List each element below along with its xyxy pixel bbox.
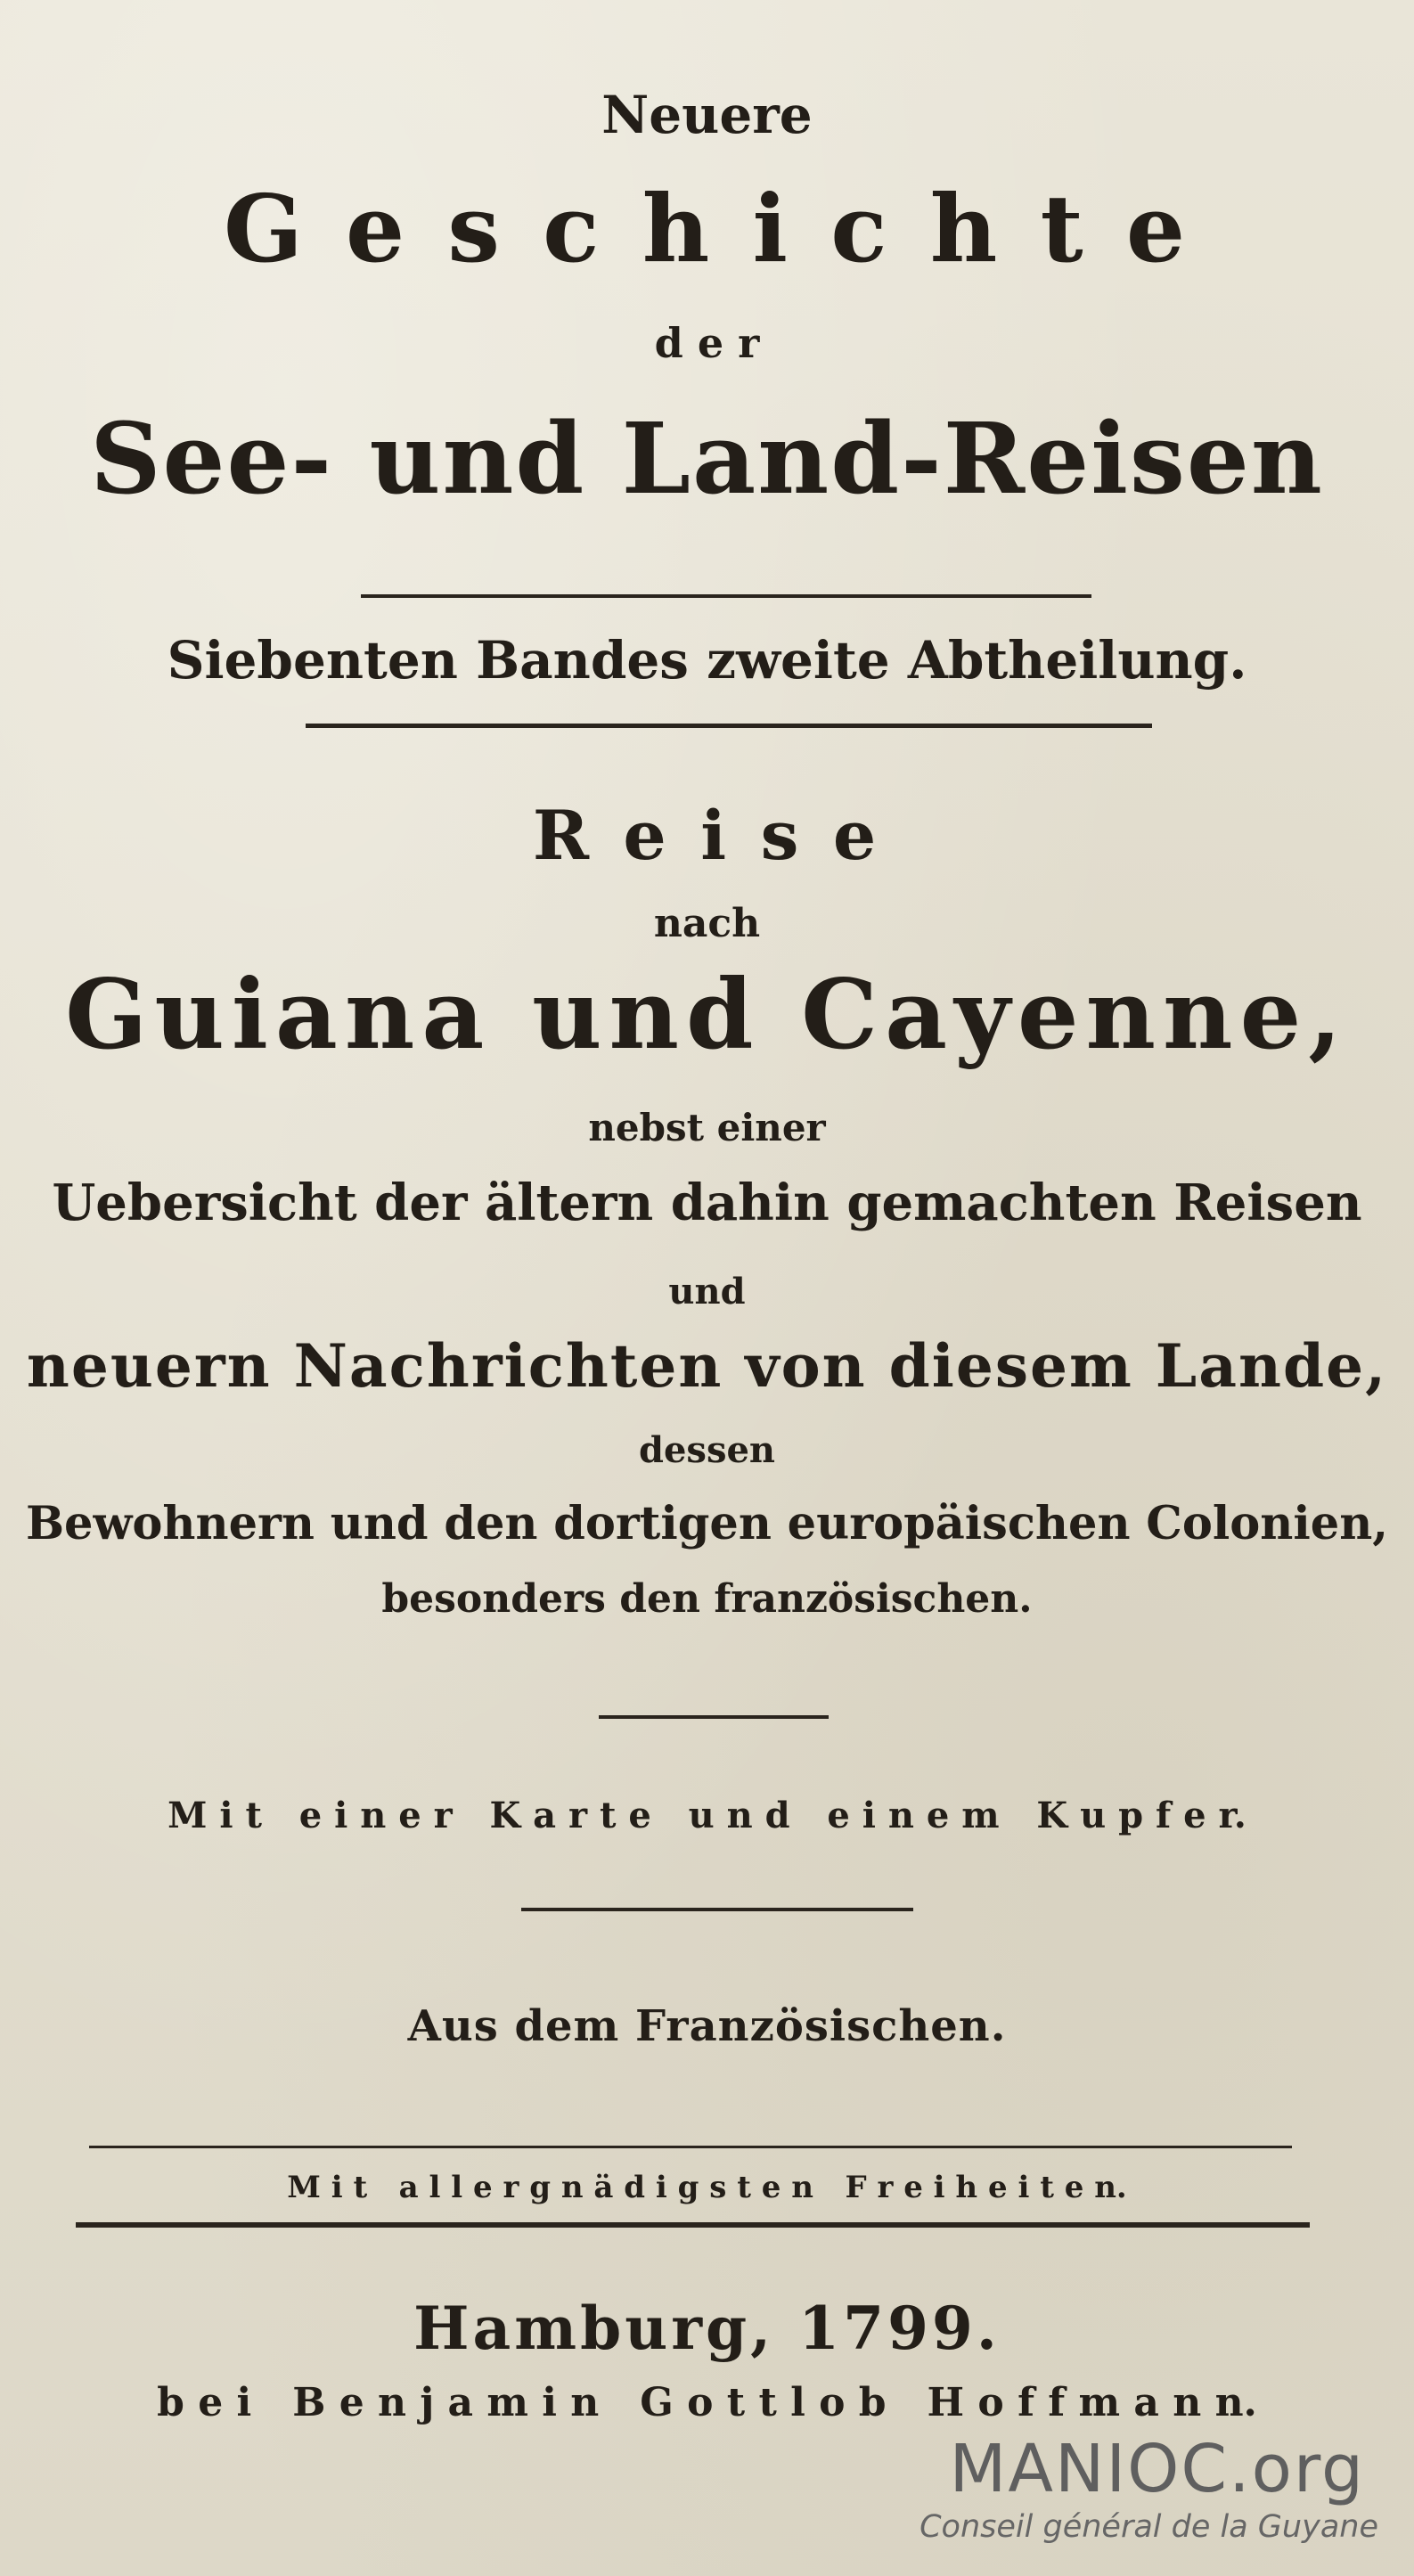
title-nach: nach [653,901,761,946]
title-neuere: Neuere [601,85,813,145]
title-reise: R e i s e [532,796,882,875]
volume-line: Siebenten Bandes zweite Abtheilung. [167,630,1247,691]
imprint-publisher: b e i B e n j a m i n G o t t l o b H o f f m a n n. [157,2380,1257,2425]
text-aus-dem-franzoesischen: Aus dem Französischen. [407,2001,1007,2051]
rule-below-freiheiten [76,2222,1310,2228]
title-see-land-reisen: See- und Land-Reisen [90,401,1324,516]
text-bewohnern: Bewohnern und den dortigen europäischen Colonien, [25,1497,1389,1550]
text-freiheiten: M i t a l l e r g n ä d i g s t e n F r e i h e i t e n. [287,2170,1127,2205]
rule-short-2 [521,1908,913,1911]
text-nebst-einer: nebst einer [588,1106,826,1149]
text-karte-kupfer: M i t e i n e r K a r t e u n d e i n e m K u p f e r. [168,1795,1246,1836]
rule-top [361,594,1091,598]
text-uebersicht: Uebersicht der ältern dahin gemachten Reisen [52,1174,1362,1232]
title-guiana-cayenne: Guiana und Cayenne, [65,959,1349,1071]
text-besonders: besonders den französischen. [381,1576,1033,1622]
watermark-subtitle: Conseil général de la Guyane [920,2509,1378,2545]
rule-below-volume [306,724,1152,728]
watermark-logo: MANIOC.org [949,2431,1365,2507]
text-neuern-nachrichten: neuern Nachrichten von diesem Lande, [26,1331,1388,1401]
rule-above-freiheiten [89,2146,1292,2148]
title-der: d e r [654,319,760,367]
title-geschichte: G e s c h i c h t e [224,174,1190,283]
rule-short-1 [599,1715,829,1719]
text-und: und [668,1271,746,1313]
text-dessen: dessen [639,1429,775,1471]
imprint-place-year: Hamburg, 1799. [413,2294,1001,2363]
